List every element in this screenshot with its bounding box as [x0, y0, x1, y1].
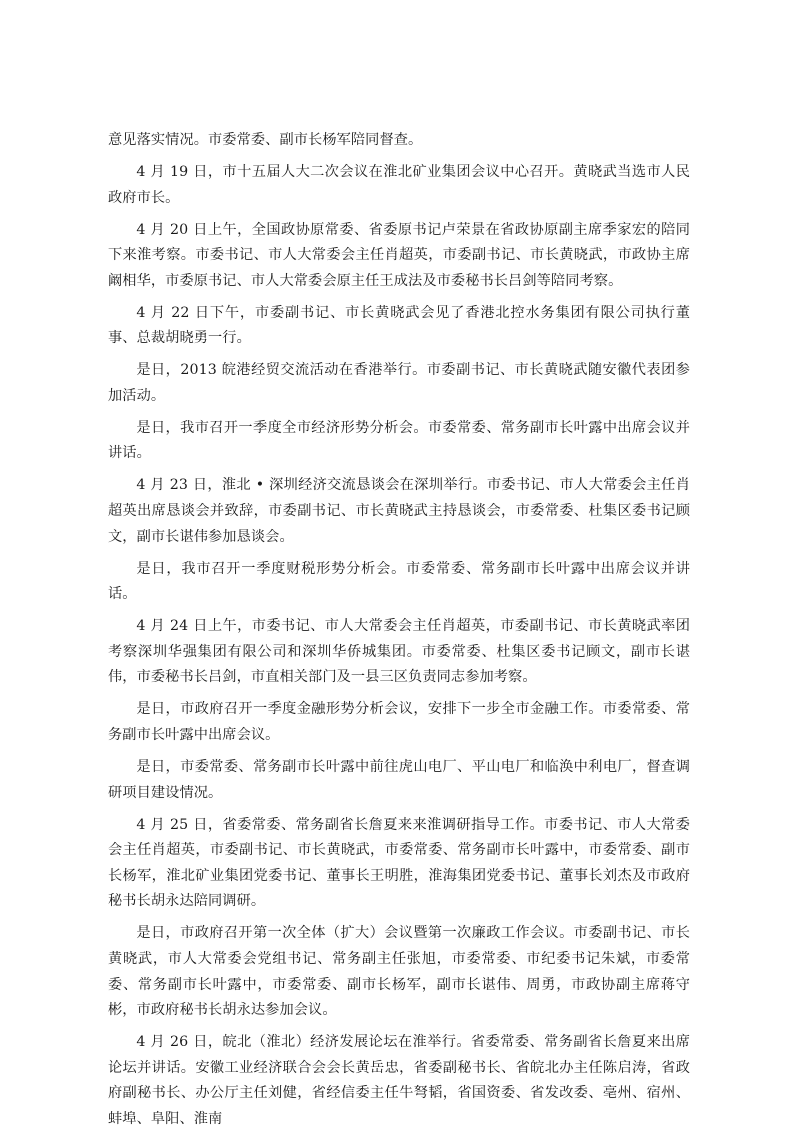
paragraph: 4 月 19 日，市十五届人大二次会议在淮北矿业集团会议中心召开。黄晓武当选市人民政府市长。 [108, 163, 690, 206]
paragraph: 是日，市政府召开第一次全体（扩大）会议暨第一次廉政工作会议。市委副书记、市长黄晓武，市人大常委会党组书记、常务副主任张旭，市委常委、市纪委书记朱斌，市委常委、常务副市长叶露中，市委常委、副市长杨军，副市长谌伟、周勇，市政协副主席蒋守彬，市政府秘书长胡永达参加会议。 [108, 925, 690, 1019]
paragraph: 4 月 23 日，淮北 • 深圳经济交流恳谈会在深圳举行。市委书记、市人大常委会主任肖超英出席恳谈会并致辞，市委副书记、市长黄晓武主持恳谈会，市委常委、杜集区委书记顾文，副市长谌伟参加恳谈会。 [108, 477, 690, 545]
paragraph: 是日，2013 皖港经贸交流活动在香港举行。市委副书记、市长黄晓武随安徽代表团参加活动。 [108, 362, 690, 404]
paragraph: 4 月 22 日下午，市委副书记、市长黄晓武会见了香港北控水务集团有限公司执行董事、总裁胡晓勇一行。 [108, 304, 690, 347]
paragraph: 意见落实情况。市委常委、副市长杨军陪同督查。 [108, 132, 423, 148]
paragraph: 4 月 26 日，皖北（淮北）经济发展论坛在淮举行。省委常委、常务副省长詹夏来出席论坛并讲话。安徽工业经济联合会会长黄岳忠，省委副秘书长、省皖北办主任陈启涛，省政府副秘书长、办公厅主任刘健，省经信委主任牛弩韬，省国资委、省发改委、亳州、宿州、蚌埠、阜阳、淮南 [108, 1034, 690, 1127]
paragraph: 是日，我市召开一季度全市经济形势分析会。市委常委、常务副市长叶露中出席会议并讲话。 [108, 419, 690, 462]
paragraph: 是日，我市召开一季度财税形势分析会。市委常委、常务副市长叶露中出席会议并讲话。 [108, 560, 690, 603]
paragraph: 是日，市委常委、常务副市长叶露中前往虎山电厂、平山电厂和临涣中利电厂，督查调研项目建设情况。 [108, 758, 690, 801]
document-page [108, 128, 690, 1139]
paragraph: 4 月 24 日上午，市委书记、市人大常委会主任肖超英，市委副书记、市长黄晓武率团考察深圳华强集团有限公司和深圳华侨城集团。市委常委、杜集区委书记顾文，副市长谌伟，市委秘书长吕剑，市直相关部门及一县三区负责同志参加考察。 [108, 618, 690, 686]
paragraph: 4 月 25 日，省委常委、常务副省长詹夏来来淮调研指导工作。市委书记、市人大常委会主任肖超英，市委副书记、市长黄晓武，市委常委、常务副市长叶露中，市委常委、副市长杨军，淮北矿业集团党委书记、董事长王明胜，淮海集团党委书记、董事长刘杰及市政府秘书长胡永达陪同调研。 [108, 816, 690, 910]
paragraph: 4 月 20 日上午，全国政协原常委、省委原书记卢荣景在省政协原副主席季家宏的陪同下来淮考察。市委书记、市人大常委会主任肖超英，市委副书记、市长黄晓武，市政协主席阚相华，市委原书记、市人大常委会原主任王成法及市委秘书长吕剑等陪同考察。 [108, 221, 690, 289]
paragraph: 是日，市政府召开一季度金融形势分析会议，安排下一步全市金融工作。市委常委、常务副市长叶露中出席会议。 [108, 701, 690, 743]
